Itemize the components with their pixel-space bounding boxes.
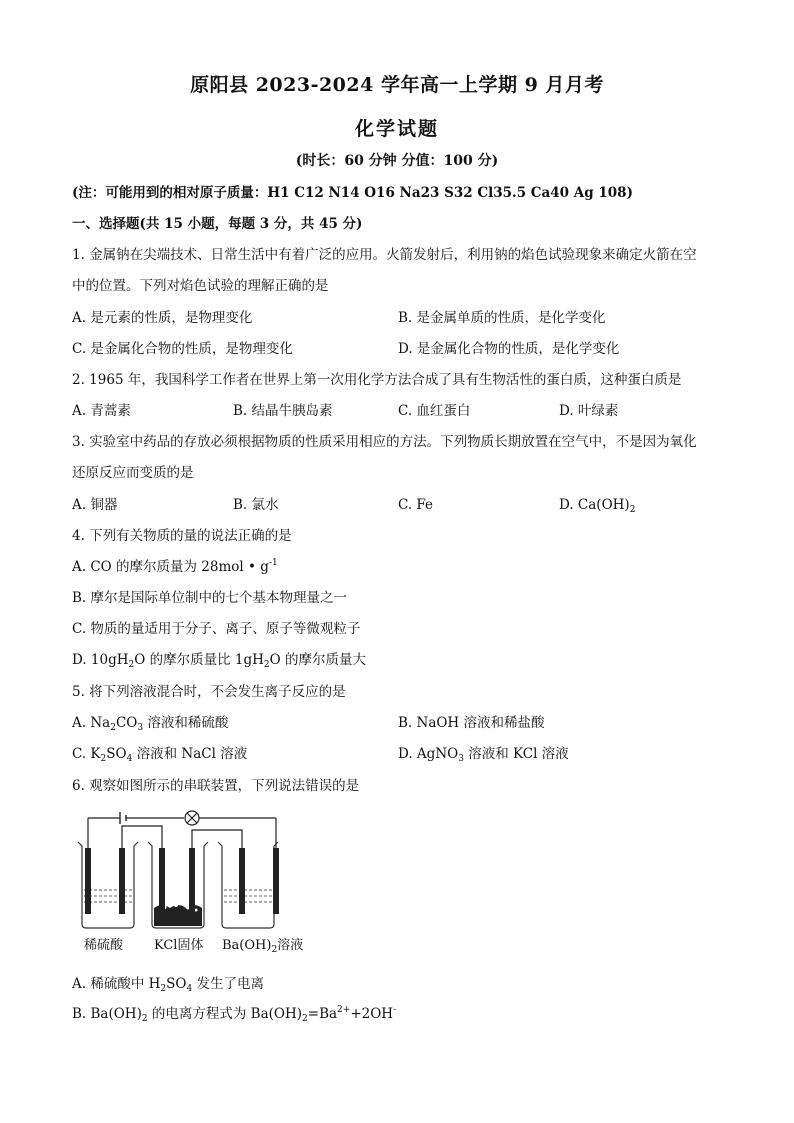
q1-stem-line2: 中的位置。下列对焰色试验的理解正确的是 — [72, 278, 329, 294]
q5-option-b: B. NaOH 溶液和稀盐酸 — [398, 715, 545, 731]
q5-option-d: D. AgNO$_3$ 溶液和 KCl 溶液 — [398, 746, 569, 764]
time-score-info: (时长：60 分钟 分值：100 分) — [295, 153, 499, 169]
q3-option-d: D. $Ca(OH)_2$ — [559, 497, 636, 515]
subject-title: 化学试题 — [354, 118, 439, 140]
q3-stem-line1: 3. 实验室中药品的存放必须根据物质的性质采用相应的方法。下列物质长期放置在空气中，不是因为氧化 — [72, 434, 697, 450]
exam-title: 原阳县 2023-2024 学年高一上学期 9 月月考 — [190, 74, 604, 96]
q4-option-a: A. CO 的摩尔质量为 28mol • $g^{-1}$ — [72, 558, 278, 575]
label-dilute-sulfuric-acid: 稀硫酸 — [84, 938, 124, 953]
q2-option-a: A. 青蒿素 — [72, 403, 131, 419]
q2-option-d: D. 叶绿素 — [559, 403, 619, 419]
q3-option-a: A. 铜器 — [72, 497, 118, 513]
q4-option-b: B. 摩尔是国际单位制中的七个基本物理量之一 — [72, 590, 348, 606]
q3-option-c: C. Fe — [398, 497, 434, 513]
q4-stem: 4. 下列有关物质的量的说法正确的是 — [72, 528, 292, 544]
q6-option-a: A. 稀硫酸中 $H_2SO_4$ 发生了电离 — [72, 976, 264, 994]
q5-option-a: A. $Na_2CO_3$ 溶液和稀硫酸 — [72, 715, 229, 733]
q3-option-b: B. 氯水 — [233, 497, 279, 513]
q1-option-d: D. 是金属化合物的性质，是化学变化 — [398, 341, 620, 357]
q4-option-d: D. $10gH_2O$ 的摩尔质量比 $1gH_2O$ 的摩尔质量大 — [72, 652, 367, 670]
electrode — [159, 848, 165, 914]
electrode — [119, 848, 125, 914]
electrode — [239, 848, 245, 914]
q6-stem: 6. 观察如图所示的串联装置，下列说法错误的是 — [72, 778, 360, 794]
q4-option-c: C. 物质的量适用于分子、离子、原子等微观粒子 — [72, 621, 361, 637]
electrode — [189, 848, 195, 914]
q1-option-c: C. 是金属化合物的性质，是物理变化 — [72, 341, 293, 357]
electrode — [85, 848, 91, 914]
electrode — [273, 848, 279, 914]
q2-option-c: C. 血红蛋白 — [398, 403, 471, 419]
q2-option-b: B. 结晶牛胰岛素 — [233, 403, 333, 419]
q2-stem: 2. 1965 年，我国科学工作者在世界上第一次用化学方法合成了具有生物活性的蛋白质，这种蛋白质是 — [72, 372, 682, 388]
q5-option-c: C. $K_2SO_4$ 溶液和 NaCl 溶液 — [72, 746, 248, 764]
q3-stem-line2: 还原反应而变质的是 — [72, 465, 194, 481]
q6-option-b: B. $Ba(OH)_2$ 的电离方程式为 $Ba(OH)_2=Ba^{2+}+2OH^-$ — [72, 1005, 397, 1024]
q1-option-b: B. 是金属单质的性质，是化学变化 — [398, 310, 606, 326]
section-heading: 一、选择题(共 15 小题，每题 3 分，共 45 分) — [72, 216, 363, 232]
label-kcl-solid: KCl固体 — [154, 938, 204, 953]
atomic-mass-note: (注：可能用到的相对原子质量：H1 C12 N14 O16 Na23 S32 Cl35.5 Ca40 Ag 108) — [72, 185, 633, 201]
series-circuit-diagram — [72, 808, 332, 958]
q5-stem: 5. 将下列溶液混合时，不会发生离子反应的是 — [72, 684, 346, 700]
q1-stem-line1: 1. 金属钠在尖端技术、日常生活中有着广泛的应用。火箭发射后，利用钠的焰色试验现象来确定火箭在空 — [72, 247, 697, 263]
label-barium-hydroxide-solution: $Ba(OH)_2$溶液 — [222, 938, 304, 955]
beaker-3 — [218, 842, 278, 928]
q1-option-a: A. 是元素的性质，是物理变化 — [72, 310, 253, 326]
